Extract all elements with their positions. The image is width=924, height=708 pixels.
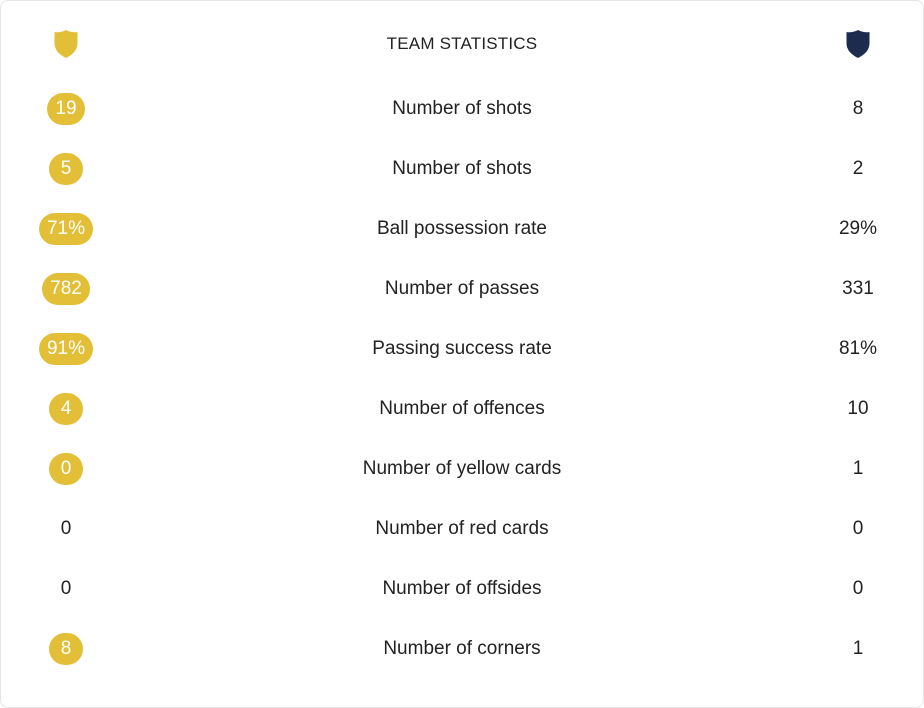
stat-label: Number of offences [379, 398, 545, 419]
stat-row [1, 319, 923, 379]
home-team-crest [46, 19, 86, 69]
away-team-crest [838, 19, 878, 69]
home-stat-value: 4 [49, 393, 83, 425]
home-stat-value: 782 [42, 273, 90, 305]
stat-label: Number of shots [392, 158, 532, 179]
shield-icon [845, 29, 871, 59]
stat-label: Number of passes [384, 278, 540, 299]
stat-label: Number of shots [392, 98, 532, 119]
away-stat-value: 331 [842, 278, 874, 299]
home-stat-value: 0 [60, 578, 72, 599]
away-stat-value: 1 [852, 638, 864, 659]
stat-row [1, 259, 923, 319]
home-stat-value: 0 [49, 453, 83, 485]
shield-icon [53, 29, 79, 59]
stat-row [1, 79, 923, 139]
home-stat-value: 19 [47, 93, 84, 125]
stat-row [1, 439, 923, 499]
stat-row [1, 199, 923, 259]
stat-row [1, 139, 923, 199]
away-stat-value: 10 [847, 398, 869, 419]
away-stat-value: 2 [852, 158, 864, 179]
away-stat-value: 81% [838, 338, 878, 359]
away-stat-value: 0 [852, 518, 864, 539]
home-stat-value: 8 [49, 633, 83, 665]
stat-label: Number of red cards [375, 518, 549, 539]
stat-label: Ball possession rate [376, 218, 548, 239]
home-stat-value: 0 [60, 518, 72, 539]
away-stat-value: 0 [852, 578, 864, 599]
away-stat-value: 29% [838, 218, 878, 239]
stat-row [1, 619, 923, 679]
page-title: TEAM STATISTICS [386, 34, 538, 53]
home-stat-value: 91% [39, 333, 93, 365]
away-stat-value: 1 [852, 458, 864, 479]
stat-label: Number of yellow cards [362, 458, 562, 479]
stat-label: Passing success rate [372, 338, 552, 359]
stat-row [1, 559, 923, 619]
stat-row [1, 379, 923, 439]
home-stat-value: 5 [49, 153, 83, 185]
stats-list [1, 79, 923, 679]
stat-label: Number of corners [383, 638, 541, 659]
away-stat-value: 8 [852, 98, 864, 119]
stat-row [1, 499, 923, 559]
stats-header [1, 19, 923, 69]
home-stat-value: 71% [39, 213, 93, 245]
stat-label: Number of offsides [382, 578, 542, 599]
